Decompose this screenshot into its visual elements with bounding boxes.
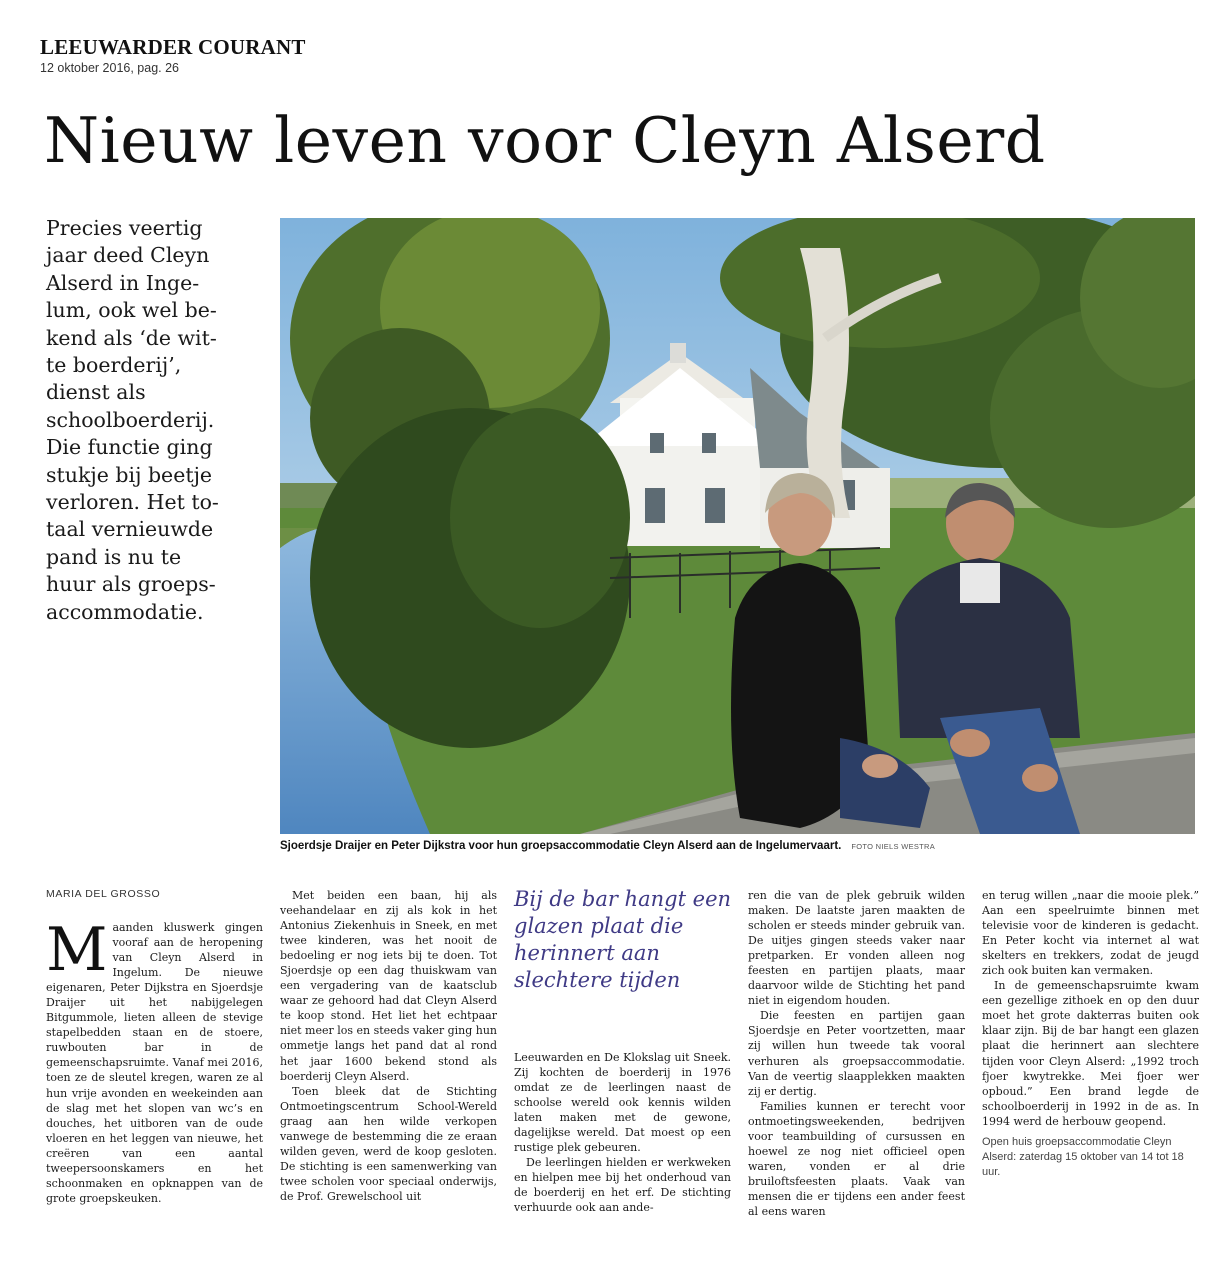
paragraph: De leerlingen hielden er werkweken en hielpen mee bij het onderhoud van de boerderij en het erf. De stichting verhuurde ook aan ande-: [514, 1156, 731, 1215]
article-column-2: [280, 888, 497, 1204]
pull-quote: Bij de bar hangt een glazen plaat die herinnert aan slechtere tijden: [514, 887, 732, 992]
intro-line: dienst als: [46, 380, 146, 405]
paragraph: Families kunnen er terecht voor ontmoetingsweekenden, bedrijven voor teambuilding of cursussen en hoewel ze nog niet officieel open waren, vonden er al drie bruiloftsfeesten plaats. Vaak van mensen die er tijdens een ander feest al eens waren: [748, 1099, 965, 1218]
intro-line: kend als ‘de wit-: [46, 325, 217, 350]
paragraph: ren die van de plek gebruik wilden maken. De laatste jaren maakten de scholen er steeds minder gebruik van. De uitjes gingen steeds vaker naar pretparken. Er vonden alleen nog feesten en partijen plaats, maar daarvoor wilde de Stichting het pand niet in eigendom houden.: [748, 889, 965, 1008]
intro-line: schoolboerderij.: [46, 407, 215, 432]
photo-caption: [280, 840, 935, 852]
article-column-1: [46, 915, 263, 1206]
intro-line: Die functie ging: [46, 435, 213, 460]
dateline: 12 oktober 2016, pag. 26: [40, 61, 180, 75]
article-photo: [280, 218, 1195, 834]
intro-line: pand is nu te: [46, 544, 182, 569]
paragraph: en terug willen „naar die mooie plek.” Aan een speelruimte binnen met televisie voor de kinderen is gedacht. En Peter kocht via internet al wat skelters en trekkers, zodat de jeugd zich ook buiten kan vermaken.: [982, 889, 1199, 978]
intro-line: stukje bij beetje: [46, 462, 213, 487]
open-house-note: Open huis groepsaccommodatie Cleyn Alserd: zaterdag 15 oktober van 14 tot 18 uur.: [982, 1135, 1184, 1178]
paragraph: Toen bleek dat de Stichting Ontmoetingscentrum School-Wereld graag aan hen wilde verkopen vanwege de bestemming die ze eraan wilden geven, werd de koop gesloten. De stichting is een samenwerking van twee scholen voor speciaal onderwijs, de Prof. Grewelschool uit: [280, 1084, 497, 1203]
headline: Nieuw leven voor Cleyn Alserd: [44, 104, 1046, 177]
intro-line: Precies veertig: [46, 216, 203, 240]
article-column-4: [748, 888, 965, 1219]
paragraph: Met beiden een baan, hij als veehandelaar en zij als kok in het Antonius Ziekenhuis in Sneek, en met twee kinderen, was het nooit de bedoeling er nog iets bij te doen. Tot Sjoerdsje op een dag thuiskwam van een vergadering van de kaatsclub waar ze gehoord had dat Cleyn Alserd te koop stond. Het liet het echtpaar niet meer los en steeds vaker ging hun ommetje langs het pand dat al rond het jaar 1600 bekend stond als boerderij Cleyn Alserd.: [280, 889, 498, 1083]
intro-line: Alserd in Inge-: [46, 270, 200, 295]
photo-credit: FOTO NIELS WESTRA: [851, 842, 936, 851]
caption-text: Sjoerdsje Draijer en Peter Dijkstra voor hun groepsaccommodatie Cleyn Alserd aan de Ingelumervaart.: [280, 840, 842, 852]
paragraph: Leeuwarden en De Klokslag uit Sneek. Zij kochten de boerderij in 1976 omdat ze de leerlingen naast de schoolse wereld ook kennis wilden laten maken met de gewone, dagelijkse wereld. Dat moest op een rustige plek gebeuren.: [514, 1051, 731, 1155]
intro-line: lum, ook wel be-: [46, 298, 217, 323]
intro-line: accommodatie.: [46, 599, 204, 624]
article-column-5: [982, 888, 1199, 1180]
intro-paragraph: [46, 215, 276, 626]
drop-cap: M: [46, 915, 108, 985]
newspaper-masthead: LEEUWARDER COURANT: [40, 35, 306, 59]
byline: MARIA DEL GROSSO: [46, 888, 161, 900]
intro-line: jaar deed Cleyn: [46, 243, 210, 268]
paragraph: aanden kluswerk gingen vooraf aan de heropening van Cleyn Alserd in Ingelum. De nieuwe eigenaren, Peter Dijkstra en Sjoerdsje Draijer uit het nabijgelegen Bitgummole, lieten alleen de stevige stapelbedden staan en de stoere, ruwbouten bar in de gemeenschapsruimte. Vanaf mei 2016, toen ze de sleutel kregen, waren ze al hun vrije avonden en weekeinden aan de slag met het slopen van wc’s en douches, het uitboren van de oude vloeren en het leggen van nieuwe, het creëren van een aantal tweepersoonskamers en het schoonmaken en opknappen van de grote groepskeuken.: [46, 921, 263, 1205]
article-column-3: [514, 1050, 731, 1216]
intro-line: taal vernieuwde: [46, 517, 214, 542]
intro-line: te boerderij’,: [46, 353, 182, 378]
intro-line: verloren. Het to-: [46, 490, 219, 515]
paragraph: Die feesten en partijen gaan Sjoerdsje en Peter voortzetten, maar zij willen hun tweede tak vooral verhuren als groepsaccommodatie. Van de veertig slaapplekken maakten zij er dertig.: [748, 1009, 965, 1098]
intro-line: huur als groeps-: [46, 572, 216, 597]
paragraph: In de gemeenschapsruimte kwam een gezellige zithoek en op den duur moet het grote dakterras buiten ook klaar zijn. Bij de bar hangt een glazen plaat die herinnert aan slechtere tijden voor Cleyn Alserd: „1992 troch fjoer kwytrekke. Mei fjoer wer opboud.” Een brand legde de schoolboerderij in 1992 in de as. In 1994 werd de herbouw geopend.: [982, 979, 1199, 1128]
